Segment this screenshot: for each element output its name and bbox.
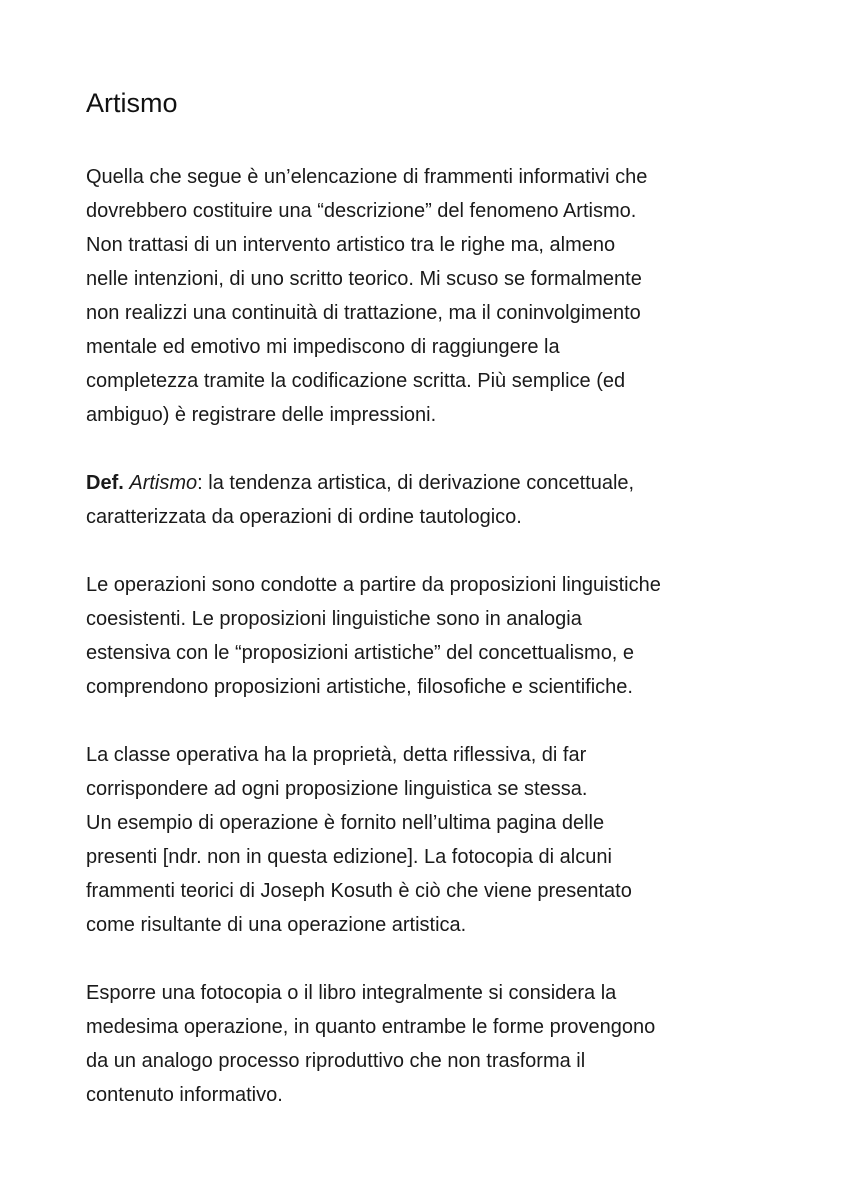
document-page	[86, 86, 766, 1146]
intro-line: Quella che segue è un’elencazione di frammenti informativi che	[86, 166, 648, 188]
class-line: frammenti teorici di Joseph Kosuth è ciò che viene presentato	[86, 880, 632, 902]
operations-line: estensiva con le “proposizioni artistiche” del concettualismo, e	[86, 642, 635, 664]
definition-paragraph	[86, 466, 766, 534]
operations-line: Le operazioni sono condotte a partire da proposizioni linguistiche	[86, 574, 661, 596]
definition-text: : la tendenza artistica, di derivazione concettuale,	[197, 472, 635, 494]
class-paragraph	[86, 738, 766, 942]
photocopy-line: da un analogo processo riproduttivo che non trasforma il	[86, 1050, 586, 1072]
definition-line: caratterizzata da operazioni di ordine tautologico.	[86, 506, 522, 528]
intro-line: mentale ed emotivo mi impediscono di raggiungere la	[86, 336, 560, 358]
intro-line: Non trattasi di un intervento artistico tra le righe ma, almeno	[86, 234, 616, 256]
class-line: come risultante di una operazione artistica.	[86, 914, 467, 936]
definition-line	[86, 466, 766, 500]
intro-line: nelle intenzioni, di uno scritto teorico. Mi scuso se formalmente	[86, 268, 642, 290]
intro-line: non realizzi una continuità di trattazione, ma il coninvolgimento	[86, 302, 641, 324]
photocopy-line: contenuto informativo.	[86, 1084, 283, 1106]
intro-line: ambiguo) è registrare delle impressioni.	[86, 404, 437, 426]
intro-paragraph	[86, 160, 766, 432]
page-title: Artismo	[86, 88, 178, 118]
class-line: presenti [ndr. non in questa edizione]. La fotocopia di alcuni	[86, 846, 612, 868]
operations-line: coesistenti. Le proposizioni linguistiche sono in analogia	[86, 608, 582, 630]
class-line: La classe operativa ha la proprietà, detta riflessiva, di far	[86, 744, 587, 766]
photocopy-line: Esporre una fotocopia o il libro integralmente si considera la	[86, 982, 617, 1004]
operations-line: comprendono proposizioni artistiche, filosofiche e scientifiche.	[86, 676, 633, 698]
class-line: corrispondere ad ogni proposizione linguistica se stessa.	[86, 778, 588, 800]
operations-paragraph	[86, 568, 766, 704]
photocopy-line: medesima operazione, in quanto entrambe le forme provengono	[86, 1016, 656, 1038]
class-line: Un esempio di operazione è fornito nell’ultima pagina delle	[86, 812, 605, 834]
intro-line: dovrebbero costituire una “descrizione” del fenomeno Artismo.	[86, 200, 637, 222]
definition-term: Artismo	[129, 472, 198, 494]
photocopy-paragraph	[86, 976, 766, 1112]
definition-label: Def.	[86, 472, 124, 494]
intro-line: completezza tramite la codificazione scritta. Più semplice (ed	[86, 370, 626, 392]
